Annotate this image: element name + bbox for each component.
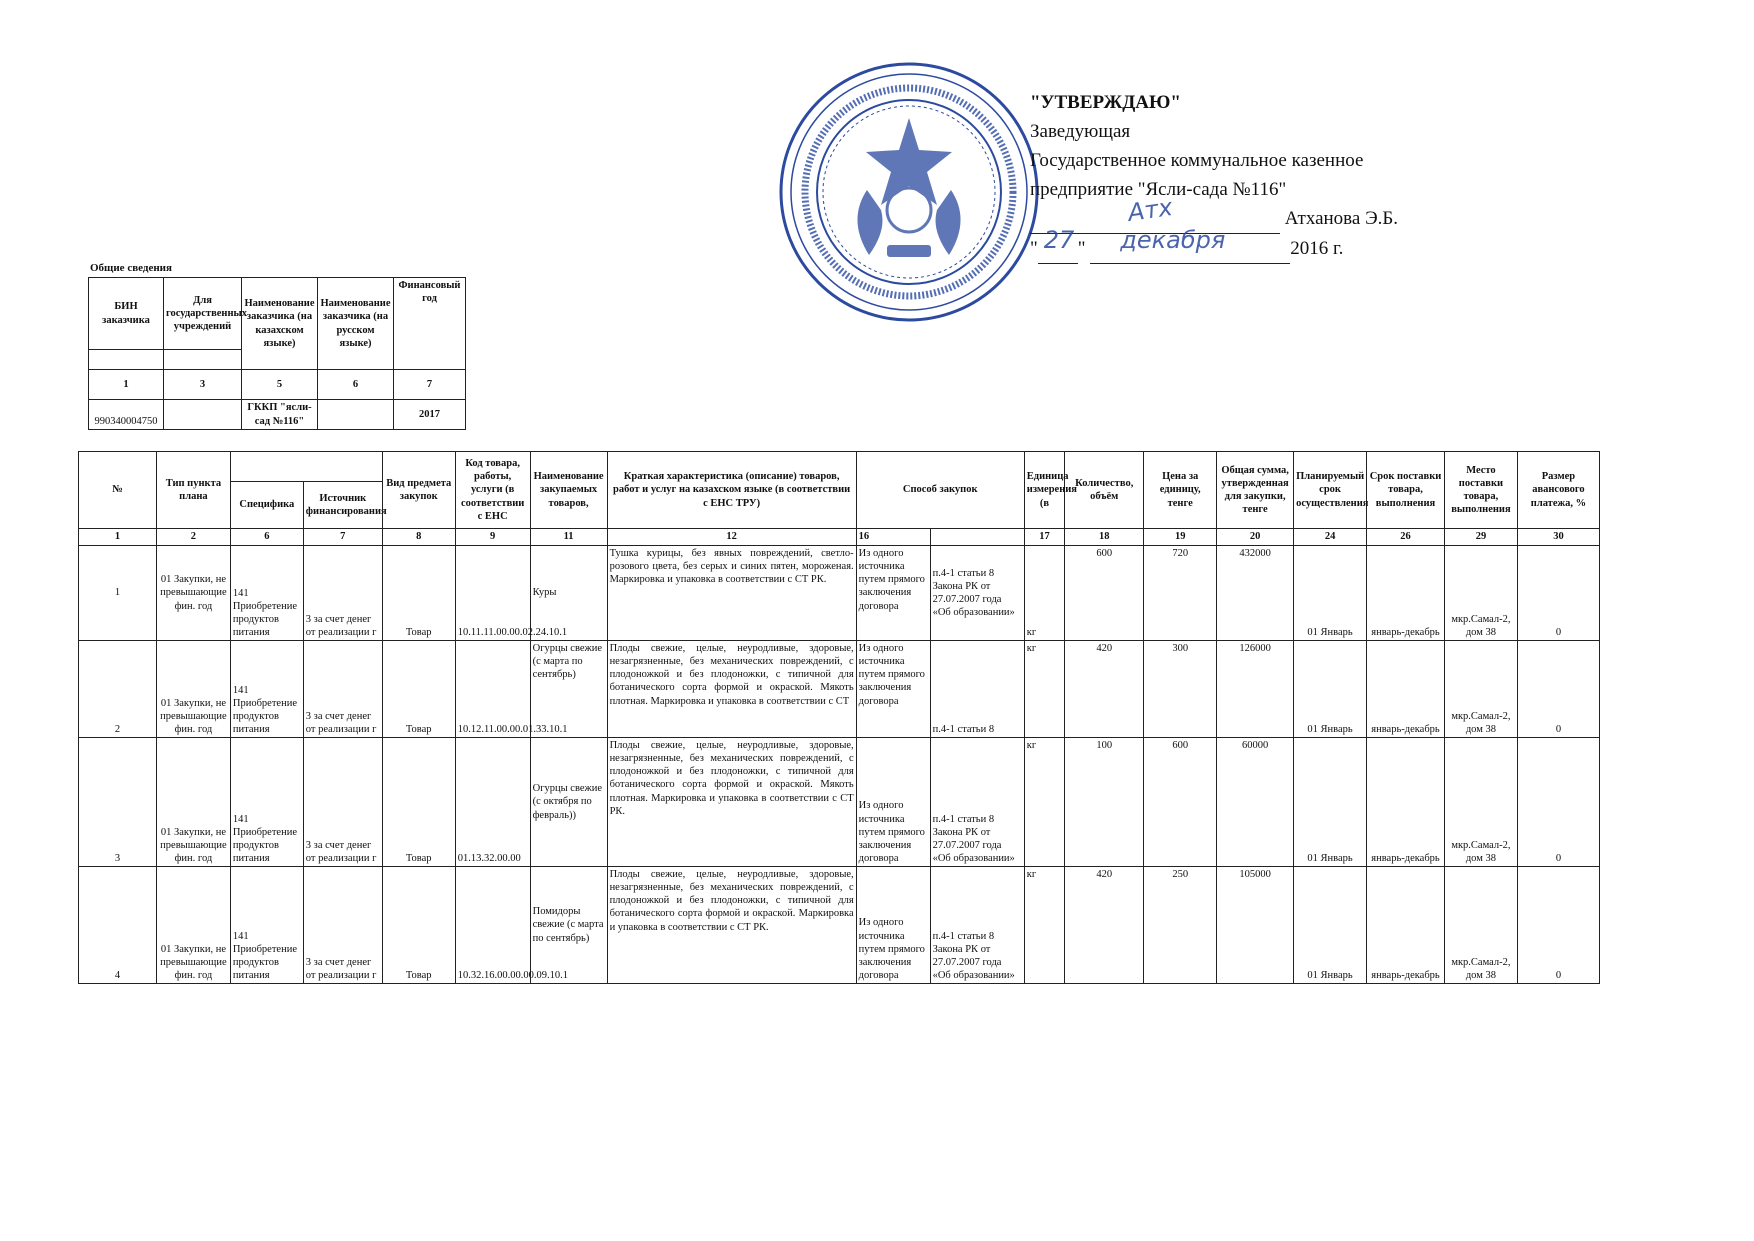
row-price: 600 — [1144, 738, 1217, 867]
col-num: 17 — [1024, 529, 1065, 546]
row-subject: Товар — [382, 546, 455, 641]
hdr-advance: Размер авансового платежа, % — [1517, 452, 1599, 529]
row-planned: 01 Январь — [1294, 738, 1367, 867]
row-planned: 01 Январь — [1294, 641, 1367, 738]
row-name: Куры — [530, 546, 607, 641]
gen-num-5: 5 — [242, 370, 318, 400]
gen-gov — [164, 400, 242, 430]
row-desc: Плоды свежие, целые, неуродливые, здоровые, незагрязненные, без механических повреждений, с плодоножкой и без плодоножки, с типичной для ботанического сорта формой и окраской. Мякоть плотная. Маркировка и упаковка в соответствии с СТ РК. — [607, 738, 856, 867]
row-basis: п.4-1 статьи 8 Закона РК от 27.07.2007 года «Об образовании» — [930, 738, 1024, 867]
row-method: Из одного источника путем прямого заключения договора — [856, 641, 930, 738]
col-num: 16 — [856, 529, 930, 546]
row-spec: 141 Приобретение продуктов питания — [230, 738, 303, 867]
row-unit: кг — [1024, 738, 1065, 867]
row-qty: 100 — [1065, 738, 1144, 867]
hdr-subject: Вид предмета закупок — [382, 452, 455, 529]
hdr-term: Срок поставки товара, выполнения — [1367, 452, 1445, 529]
col-num: 18 — [1065, 529, 1144, 546]
row-desc: Тушка курицы, без явных повреждений, светло-розового цвета, без серых и синих пятен, мороженая. Маркировка и упаковка в соответствии с СТ РК. — [607, 546, 856, 641]
row-term: январь-декабрь — [1367, 546, 1445, 641]
signer-name: Атханова Э.Б. — [1284, 208, 1399, 229]
col-num: 30 — [1517, 529, 1599, 546]
row-type: 01 Закупки, не превышающие фин. год — [156, 641, 230, 738]
row-term: январь-декабрь — [1367, 867, 1445, 984]
hdr-type: Тип пункта плана — [156, 452, 230, 529]
row-subject: Товар — [382, 641, 455, 738]
row-source: 3 за счет денег от реализации г — [303, 641, 382, 738]
gen-header-name-ru: Наименование заказчика (на русском языке) — [318, 278, 394, 370]
row-code: 01.13.32.00.00 — [455, 738, 530, 867]
row-unit: кг — [1024, 867, 1065, 984]
date-year: 2016 г. — [1290, 238, 1344, 259]
row-method: Из одного источника путем прямого заключения договора — [856, 738, 930, 867]
approval-date-line — [1030, 226, 1490, 264]
row-no: 3 — [79, 738, 157, 867]
row-unit: кг — [1024, 546, 1065, 641]
row-basis: п.4-1 статьи 8 Закона РК от 27.07.2007 года «Об образовании» — [930, 867, 1024, 984]
row-advance: 0 — [1517, 867, 1599, 984]
table-row — [79, 641, 1600, 738]
date-day: 27 — [1043, 226, 1075, 254]
row-total: 432000 — [1217, 546, 1294, 641]
col-num: 19 — [1144, 529, 1217, 546]
row-qty: 420 — [1065, 867, 1144, 984]
handwritten-signature: Атх — [1126, 193, 1175, 227]
row-source: 3 за счет денег от реализации г — [303, 546, 382, 641]
row-source: 3 за счет денег от реализации г — [303, 738, 382, 867]
gen-header-name-kz: Наименование заказчика (на казахском языке) — [242, 278, 318, 370]
col-num: 1 — [79, 529, 157, 546]
hdr-total: Общая сумма, утвержденная для закупки, тенге — [1217, 452, 1294, 529]
table-row — [79, 546, 1600, 641]
hdr-qty: Количество, объём — [1065, 452, 1144, 529]
col-num: 12 — [607, 529, 856, 546]
col-num: 9 — [455, 529, 530, 546]
row-spec: 141 Приобретение продуктов питания — [230, 641, 303, 738]
approval-block — [1030, 88, 1490, 264]
gen-year: 2017 — [394, 400, 466, 430]
row-unit: кг — [1024, 641, 1065, 738]
row-name: Огурцы свежие (с октября по февраль)) — [530, 738, 607, 867]
col-num: 29 — [1444, 529, 1517, 546]
row-price: 720 — [1144, 546, 1217, 641]
gen-header-bin: БИН заказчика — [89, 278, 164, 350]
general-info-title: Общие сведения — [90, 262, 172, 274]
row-total: 105000 — [1217, 867, 1294, 984]
row-desc: Плоды свежие, целые, неуродливые, здоровые, незагрязненные, без механических повреждений, с плодоножкой и без плодоножки, с типичной для ботанического сорта формой и окраской. Маркировка и упаковка в соответствии с СТ РК. — [607, 867, 856, 984]
row-basis: п.4-1 статьи 8 — [930, 641, 1024, 738]
col-num: 2 — [156, 529, 230, 546]
hdr-specifics: Специфика — [230, 482, 303, 529]
gen-num-1: 1 — [89, 370, 164, 400]
date-quote-open: " — [1030, 238, 1038, 259]
row-name: Помидоры свежие (с марта по сентябрь) — [530, 867, 607, 984]
table-row — [79, 738, 1600, 867]
row-advance: 0 — [1517, 641, 1599, 738]
row-price: 250 — [1144, 867, 1217, 984]
row-no: 1 — [79, 546, 157, 641]
row-code: 10.32.16.00.00.00.09.10.1 — [455, 867, 530, 984]
col-num — [930, 529, 1024, 546]
official-stamp — [777, 60, 1042, 325]
gen-header-year: Финансовый год — [394, 278, 466, 370]
row-total: 126000 — [1217, 641, 1294, 738]
row-place: мкр.Самал-2, дом 38 — [1444, 738, 1517, 867]
row-qty: 420 — [1065, 641, 1144, 738]
general-info-table — [88, 277, 466, 430]
col-num: 24 — [1294, 529, 1367, 546]
row-spec: 141 Приобретение продуктов питания — [230, 546, 303, 641]
approval-signature-line — [1030, 193, 1490, 234]
row-method: Из одного источника путем прямого заключения договора — [856, 546, 930, 641]
hdr-unit: Единица измерения (в — [1024, 452, 1065, 529]
hdr-source: Источник финансирования — [303, 482, 382, 529]
date-quote-close: " — [1077, 238, 1086, 259]
row-code: 10.11.11.00.00.02.24.10.1 — [455, 546, 530, 641]
approval-title: "УТВЕРЖДАЮ" — [1030, 92, 1181, 113]
gen-num-7: 7 — [394, 370, 466, 400]
gen-header-gov: Для государственных учреждений — [164, 278, 242, 350]
approval-org-line1: Государственное коммунальное казенное — [1030, 150, 1364, 171]
gen-bin: 990340004750 — [89, 400, 164, 430]
col-num: 8 — [382, 529, 455, 546]
hdr-method: Способ закупок — [856, 452, 1024, 529]
row-basis: п.4-1 статьи 8 Закона РК от 27.07.2007 года «Об образовании» — [930, 546, 1024, 641]
hdr-group-blank — [230, 452, 382, 482]
row-no: 4 — [79, 867, 157, 984]
row-term: январь-декабрь — [1367, 738, 1445, 867]
table-row — [79, 867, 1600, 984]
row-type: 01 Закупки, не превышающие фин. год — [156, 546, 230, 641]
row-advance: 0 — [1517, 546, 1599, 641]
row-term: январь-декабрь — [1367, 641, 1445, 738]
row-type: 01 Закупки, не превышающие фин. год — [156, 738, 230, 867]
row-place: мкр.Самал-2, дом 38 — [1444, 867, 1517, 984]
col-num: 11 — [530, 529, 607, 546]
row-spec: 141 Приобретение продуктов питания — [230, 867, 303, 984]
row-qty: 600 — [1065, 546, 1144, 641]
hdr-desc: Краткая характеристика (описание) товаров, работ и услуг на казахском языке (в соответствии с ЕНС ТРУ) — [607, 452, 856, 529]
row-method: Из одного источника путем прямого заключения договора — [856, 867, 930, 984]
hdr-name: Наименование закупаемых товаров, — [530, 452, 607, 529]
hdr-place: Место поставки товара, выполнения — [1444, 452, 1517, 529]
gen-num-6: 6 — [318, 370, 394, 400]
row-code: 10.12.11.00.00.01.33.10.1 — [455, 641, 530, 738]
approval-position: Заведующая — [1030, 121, 1131, 142]
row-subject: Товар — [382, 738, 455, 867]
procurement-plan-table — [78, 451, 1600, 984]
gen-num-3: 3 — [164, 370, 242, 400]
row-place: мкр.Самал-2, дом 38 — [1444, 641, 1517, 738]
hdr-planned: Планируемый срок осуществления — [1294, 452, 1367, 529]
row-total: 60000 — [1217, 738, 1294, 867]
col-num: 6 — [230, 529, 303, 546]
date-month: декабря — [1120, 226, 1226, 254]
hdr-price: Цена за единицу, тенге — [1144, 452, 1217, 529]
hdr-no: № — [79, 452, 157, 529]
row-planned: 01 Январь — [1294, 546, 1367, 641]
col-num: 20 — [1217, 529, 1294, 546]
row-place: мкр.Самал-2, дом 38 — [1444, 546, 1517, 641]
col-num: 7 — [303, 529, 382, 546]
row-advance: 0 — [1517, 738, 1599, 867]
row-planned: 01 Январь — [1294, 867, 1367, 984]
row-subject: Товар — [382, 867, 455, 984]
gen-name-ru — [318, 400, 394, 430]
gen-name-kz: ГККП "ясли-сад №116" — [242, 400, 318, 430]
row-name: Огурцы свежие (с марта по сентябрь) — [530, 641, 607, 738]
approval-org-line2: предприятие "Ясли-сада №116" — [1030, 179, 1287, 200]
row-desc: Плоды свежие, целые, неуродливые, здоровые, незагрязненные, без механических повреждений, с плодоножкой и без плодоножки, с типичной для ботанического сорта формой и окраской. Мякоть плотная. Маркировка и упаковка в соответствии с СТ — [607, 641, 856, 738]
row-price: 300 — [1144, 641, 1217, 738]
col-num: 26 — [1367, 529, 1445, 546]
row-source: 3 за счет денег от реализации г — [303, 867, 382, 984]
row-no: 2 — [79, 641, 157, 738]
hdr-code: Код товара, работы, услуги (в соответствии с ЕНС — [455, 452, 530, 529]
row-type: 01 Закупки, не превышающие фин. год — [156, 867, 230, 984]
